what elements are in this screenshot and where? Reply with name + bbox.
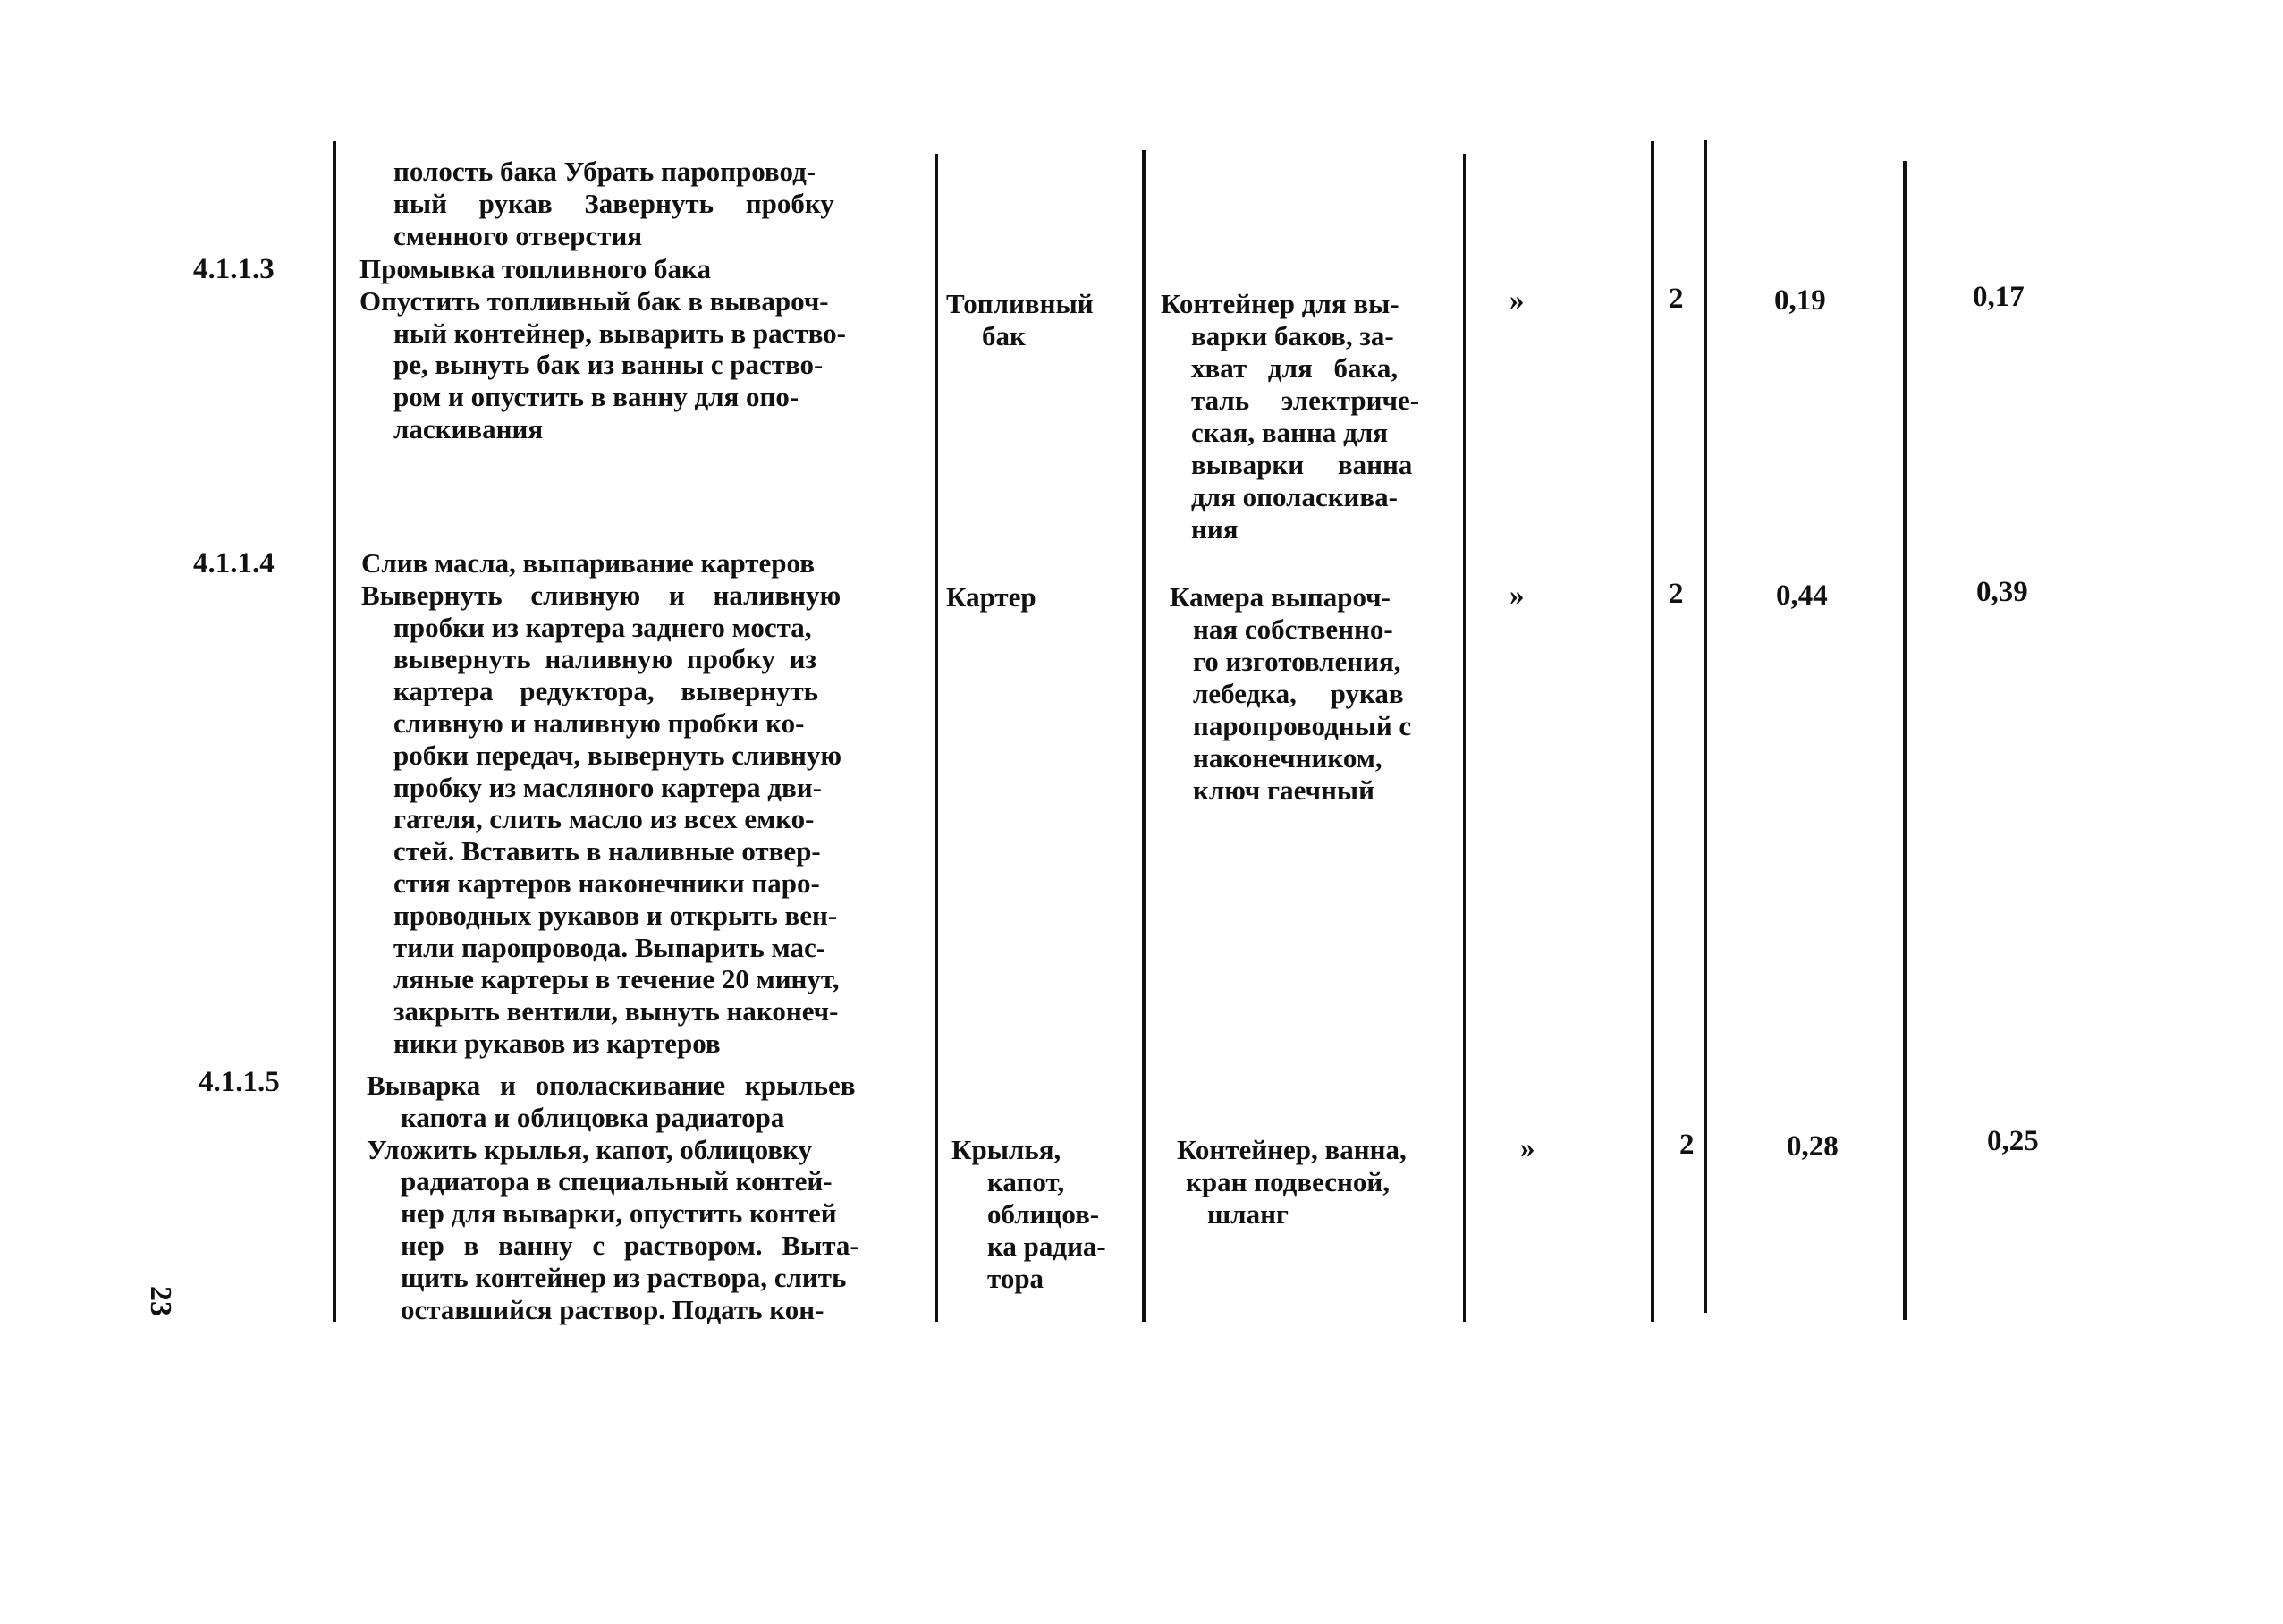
item-value-2: 0,17: [1973, 281, 2025, 313]
text-line: пробку из масляного картера дви-: [393, 771, 822, 803]
text-line: ласкивания: [393, 412, 544, 444]
text-line: хват для бака,: [1191, 352, 1399, 384]
item-object: [946, 288, 1143, 352]
item-value-2: 0,25: [1987, 1125, 2039, 1157]
continuation-text: [393, 156, 930, 251]
text-line: нер для выварки, опустить контей: [401, 1197, 837, 1230]
text-line: ская, ванна для: [1191, 417, 1388, 448]
text-line: ный рукав Завернуть пробку: [393, 187, 834, 219]
text-line: паропроводный с: [1193, 710, 1412, 741]
text-line: выварки ванна: [1191, 449, 1413, 480]
text-line: ная собственно-: [1193, 613, 1393, 645]
item-object: [951, 1134, 1148, 1295]
text-line: лебедка, рукав: [1193, 678, 1404, 709]
item-heading: капота и облицовка радиатора: [401, 1101, 785, 1133]
text-line: Контейнер, ванна,: [1177, 1134, 1407, 1165]
text-line: ре, вынуть бак из ванны с раство-: [393, 349, 824, 381]
column-rule: [1704, 140, 1707, 1313]
text-line: радиатора в специальный контей-: [401, 1165, 833, 1197]
column-rule: [1903, 161, 1907, 1320]
text-line: для ополаскива-: [1191, 481, 1398, 512]
text-line: облицов-: [987, 1198, 1100, 1230]
text-line: щить контейнер из раствора, слить: [401, 1261, 847, 1293]
item-equipment: [1177, 1134, 1463, 1231]
text-line: ка радиа-: [987, 1231, 1106, 1262]
item-object: [946, 581, 1143, 613]
text-line: ляные картеры в течение 20 минут,: [393, 963, 840, 995]
item-value-2: 0,39: [1976, 576, 2028, 608]
item-value-1: 0,19: [1774, 284, 1826, 317]
text-line: робки передач, вывернуть сливную: [393, 739, 842, 771]
text-line: проводных рукавов и открыть вен-: [393, 899, 838, 931]
item-heading: Промывка топливного бака: [359, 253, 711, 284]
text-line: ключ гаечный: [1193, 774, 1374, 806]
page-number: 23: [144, 1286, 177, 1316]
item-value-1: 0,28: [1787, 1130, 1839, 1163]
item-equipment: [1161, 288, 1465, 546]
text-line: Камера выпароч-: [1170, 581, 1391, 613]
text-line: гателя, слить масло из всех емко-: [393, 803, 815, 835]
text-line: наконечником,: [1193, 742, 1382, 774]
text-line: закрыть вентили, вынуть наконеч-: [393, 995, 839, 1028]
item-description: [367, 1070, 939, 1325]
text-line: капот,: [987, 1166, 1065, 1197]
text-line: Вывернуть сливную и наливную: [361, 579, 841, 611]
text-line: сливную и наливную пробки ко-: [393, 706, 805, 739]
column-rule: [1651, 141, 1654, 1322]
item-heading: Выварка и ополаскивание крыльев: [367, 1070, 856, 1101]
text-line: ния: [1191, 513, 1239, 545]
text-line: картера редуктора, вывернуть: [393, 675, 819, 707]
item-grade: 2: [1669, 578, 1684, 610]
text-line: сменного отверстия: [393, 219, 643, 251]
item-grade: 2: [1669, 283, 1684, 315]
text-line: ром и опустить в ванну для опо-: [393, 381, 799, 413]
text-line: Уложить крылья, капот, облицовку: [367, 1133, 813, 1165]
text-line: оставшийся раствор. Подать кон-: [401, 1293, 824, 1325]
item-description: [359, 253, 932, 445]
text-line: стия картеров наконечники паро-: [393, 867, 820, 899]
text-line: тили паропровода. Выпарить мас-: [393, 931, 826, 963]
text-line: стей. Вставить в наливные отвер-: [393, 835, 821, 867]
text-line: го изготовления,: [1193, 646, 1401, 677]
text-line: вывернуть наливную пробку из: [393, 643, 816, 675]
text-line: полость бака Убрать паропровод-: [393, 156, 816, 187]
item-code: 4.1.1.5: [199, 1066, 280, 1098]
item-value-1: 0,44: [1776, 579, 1828, 612]
item-mark: »: [1520, 1132, 1535, 1164]
text-line: варки баков, за-: [1191, 320, 1394, 351]
item-equipment: [1170, 581, 1465, 807]
item-code: 4.1.1.3: [193, 253, 275, 285]
text-line: Контейнер для вы-: [1161, 288, 1399, 319]
text-line: кран подвесной,: [1186, 1166, 1390, 1197]
item-code: 4.1.1.4: [193, 547, 275, 579]
text-line: ный контейнер, выварить в раство-: [393, 317, 846, 349]
text-line: нер в ванну с раствором. Выта-: [401, 1229, 859, 1261]
text-line: Картер: [946, 581, 1036, 613]
item-description: [361, 547, 934, 1060]
item-heading: Слив масла, выпаривание картеров: [361, 547, 815, 579]
text-line: Крылья,: [951, 1134, 1061, 1165]
text-line: пробки из картера заднего моста,: [393, 611, 812, 643]
item-grade: 2: [1679, 1129, 1695, 1161]
text-line: шланг: [1207, 1198, 1289, 1230]
column-rule: [333, 141, 336, 1322]
text-line: бак: [982, 320, 1026, 351]
text-line: Топливный: [946, 288, 1094, 319]
text-line: таль электриче-: [1191, 385, 1420, 416]
text-line: тора: [987, 1263, 1044, 1294]
text-line: Опустить топливный бак в вывароч-: [359, 284, 829, 317]
item-mark: »: [1509, 579, 1525, 612]
text-line: ники рукавов из картеров: [393, 1027, 721, 1059]
item-mark: »: [1509, 284, 1525, 317]
